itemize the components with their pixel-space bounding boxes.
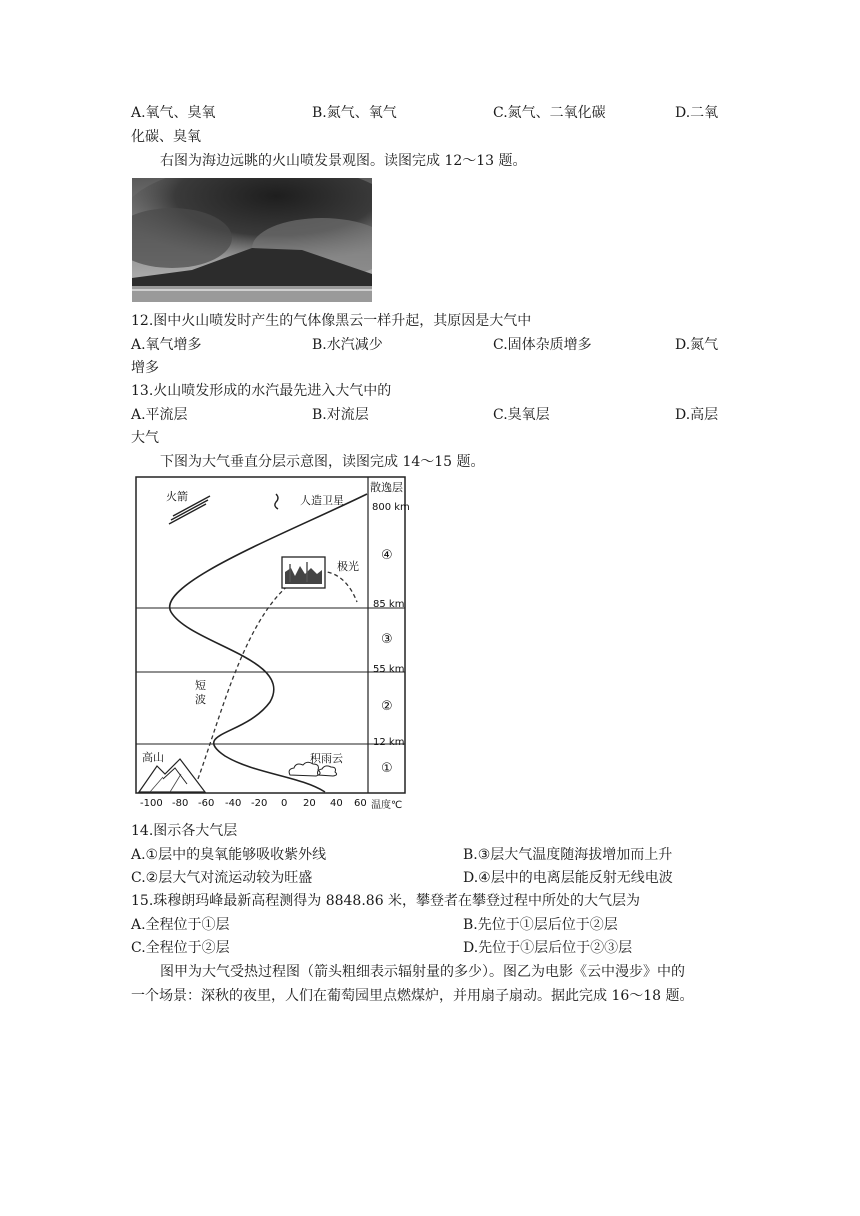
- cloud-label: 积雨云: [310, 752, 343, 765]
- x-tick: 60: [354, 798, 367, 809]
- q14-stem: 14.图示各大气层: [131, 823, 238, 839]
- q15-stem: 15.珠穆朗玛峰最新高程测得为 8848.86 米，攀登者在攀登过程中所处的大气层为: [131, 893, 641, 909]
- q14-option-b: B.③层大气温度随海拔增加而上升: [463, 847, 673, 863]
- height-55: 55 km: [373, 664, 405, 675]
- aurora-picture: [282, 557, 325, 588]
- x-tick: 40: [330, 798, 343, 809]
- q13-option-b: B.对流层: [312, 407, 369, 423]
- q14-option-a: A.①层中的臭氧能够吸收紫外线: [131, 847, 327, 863]
- q14-option-d: D.④层中的电离层能反射无线电波: [463, 870, 673, 886]
- x-tick: -20: [251, 798, 268, 809]
- height-800: 800 km: [372, 502, 410, 513]
- layer-4-label: ④: [381, 548, 393, 563]
- q11-option-c: C.氮气、二氧化碳: [493, 105, 606, 121]
- intro-16-18-line1: 图甲为大气受热过程图（箭头粗细表示辐射量的多少）。图乙为电影《云中漫步》中的: [160, 964, 685, 980]
- q15-option-b: B.先位于①层后位于②层: [463, 917, 618, 933]
- exosphere-label: 散逸层: [370, 481, 403, 494]
- q13-option-a: A.平流层: [131, 407, 188, 423]
- volcano-photo: [132, 178, 372, 302]
- q15-option-d: D.先位于①层后位于②③层: [463, 940, 633, 956]
- x-tick: -40: [225, 798, 242, 809]
- q13-option-d-continued: 大气: [131, 430, 159, 446]
- q11-option-b: B.氮气、氧气: [312, 105, 397, 121]
- height-12: 12 km: [373, 737, 405, 748]
- intro-16-18-line2: 一个场景：深秋的夜里，人们在葡萄园里点燃煤炉，并用扇子扇动。据此完成 16～18 题。: [131, 988, 694, 1004]
- q11-option-d-continued: 化碳、臭氧: [131, 129, 201, 145]
- q12-option-d-continued: 增多: [131, 360, 159, 376]
- q13-option-d: D.高层: [675, 407, 719, 423]
- q12-option-b: B.水汽减少: [312, 337, 383, 353]
- q15-option-a: A.全程位于①层: [131, 917, 230, 933]
- q13-stem: 13.火山喷发形成的水汽最先进入大气中的: [131, 383, 392, 399]
- layer-1-label: ①: [381, 761, 393, 776]
- layer-2-label: ②: [381, 699, 393, 714]
- x-tick: -100: [140, 798, 163, 809]
- q14-option-c: C.②层大气对流运动较为旺盛: [131, 870, 313, 886]
- q13-option-c: C.臭氧层: [493, 407, 550, 423]
- x-tick: -80: [172, 798, 189, 809]
- aurora-label: 极光: [337, 560, 359, 573]
- intro-12-13: 右图为海边远眺的火山喷发景观图。读图完成 12～13 题。: [160, 153, 527, 169]
- x-tick: 20: [303, 798, 316, 809]
- shortwave-label-2: 波: [195, 693, 206, 706]
- q15-option-c: C.全程位于②层: [131, 940, 230, 956]
- q12-stem: 12.图中火山喷发时产生的气体像黑云一样升起，其原因是大气中: [131, 313, 532, 329]
- layer-3-label: ③: [381, 632, 393, 647]
- q12-option-a: A.氧气增多: [131, 337, 202, 353]
- q11-option-a: A.氧气、臭氧: [131, 105, 216, 121]
- x-axis-unit: 温度℃: [371, 800, 403, 811]
- satellite-label: 人造卫星: [300, 494, 344, 507]
- q11-option-d: D.二氧: [675, 105, 719, 121]
- x-tick: 0: [281, 798, 288, 809]
- atmosphere-layers-diagram: [135, 474, 418, 812]
- shortwave-label-1: 短: [195, 679, 206, 692]
- intro-14-15: 下图为大气垂直分层示意图，读图完成 14～15 题。: [160, 454, 485, 470]
- x-tick: -60: [198, 798, 215, 809]
- height-85: 85 km: [373, 599, 405, 610]
- mountain-label: 高山: [142, 751, 164, 764]
- q12-option-d: D.氮气: [675, 337, 719, 353]
- rocket-label: 火箭: [166, 490, 188, 503]
- q12-option-c: C.固体杂质增多: [493, 337, 592, 353]
